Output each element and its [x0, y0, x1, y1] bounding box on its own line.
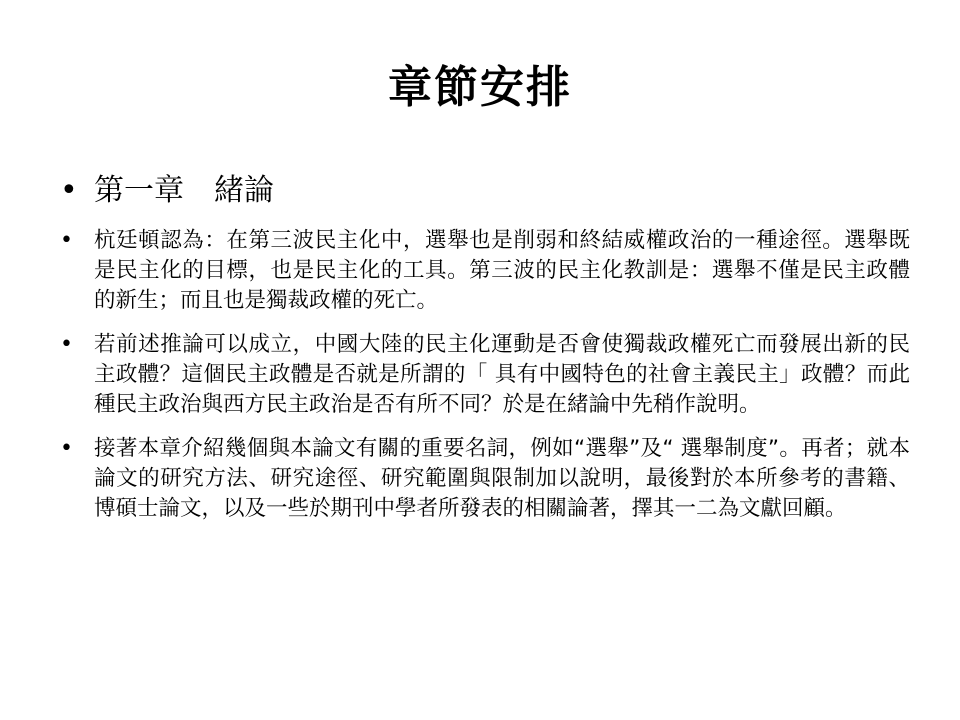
- bullet-item-chapter-overview: [60, 434, 910, 524]
- bullet-icon: •: [60, 332, 73, 357]
- bullet-item-huntington: [60, 226, 910, 316]
- bullet-icon: •: [60, 436, 73, 461]
- bullet-list: [60, 170, 910, 538]
- paragraph-text: 若前述推論可以成立，中國大陸的民主化運動是否會使獨裁政權死亡而發展出新的民主政體？這個民主政體是否就是所謂的「 具有中國特色的社會主義民主」政體？而此種民主政治與西方民主政治是否有所不同？於是在緒論中先稍作說明。: [94, 332, 910, 417]
- bullet-item-china-democracy: [60, 330, 910, 420]
- paragraph-text: 杭廷頓認為：在第三波民主化中，選舉也是削弱和終結威權政治的一種途徑。選舉既是民主化的目標，也是民主化的工具。第三波的民主化教訓是：選舉不僅是民主政體的新生；而且也是獨裁政權的死亡。: [94, 228, 910, 313]
- paragraph-text: 接著本章介紹幾個與本論文有關的重要名詞，例如“選舉”及“ 選舉制度”。再者；就本論文的研究方法、研究途徑、研究範圍與限制加以說明，最後對於本所參考的書籍、博碩士論文，以及一些於期刊中學者所發表的相關論著，擇其一二為文獻回顧。: [94, 436, 910, 521]
- bullet-item-chapter-heading: [60, 170, 910, 212]
- chapter-heading-text: 第一章 緒論: [94, 173, 274, 208]
- slide-title: 章節安排: [388, 62, 572, 113]
- bullet-icon: •: [60, 173, 78, 208]
- bullet-icon: •: [60, 228, 73, 253]
